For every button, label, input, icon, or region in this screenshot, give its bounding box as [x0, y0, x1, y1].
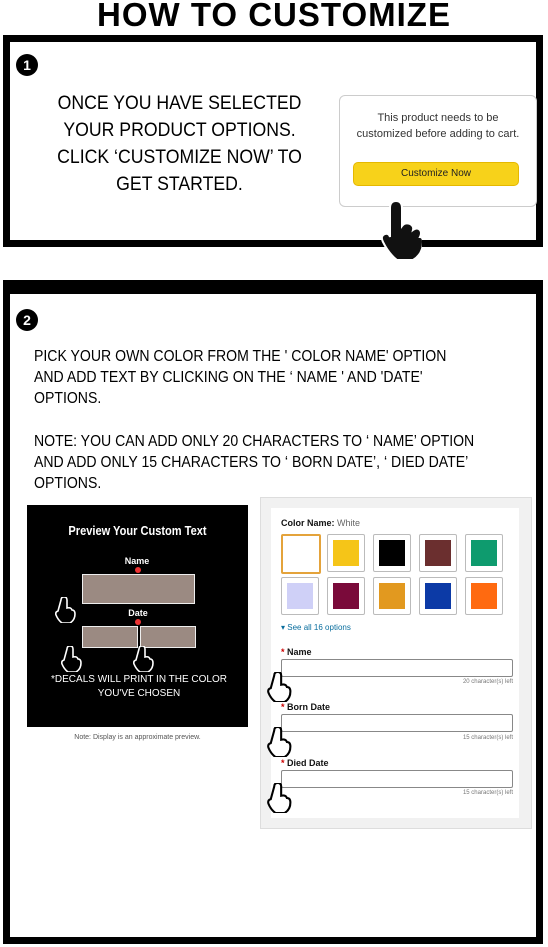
step-2-instruction: PICK YOUR OWN COLOR FROM THE ' COLOR NAME' OPTION AND ADD TEXT BY CLICKING ON THE ‘ NAME ' AND 'DATE' OPTIONS. [34, 348, 447, 407]
pointing-hand-icon [266, 727, 294, 757]
color-swatch[interactable] [419, 577, 457, 615]
born-date-character-count: 15 character(s) left [462, 735, 513, 741]
color-swatch[interactable] [373, 577, 411, 615]
name-input[interactable] [281, 659, 513, 677]
page-title: HOW TO CUSTOMIZE [97, 0, 451, 33]
swatch-fill [379, 583, 405, 609]
color-swatch[interactable] [419, 534, 457, 572]
swatch-fill [425, 540, 451, 566]
name-character-count: 20 character(s) left [462, 679, 513, 685]
preview-title: Preview Your Custom Text [68, 523, 207, 538]
pointing-hand-icon [55, 597, 77, 623]
pointing-hand-icon [266, 783, 294, 813]
swatch-fill [471, 540, 497, 566]
died-label-text: Died Date [287, 758, 329, 768]
preview-date-label: Date [128, 608, 148, 618]
customization-form [260, 497, 532, 829]
swatch-fill [333, 540, 359, 566]
swatch-fill [333, 583, 359, 609]
preview-name-box [82, 574, 195, 604]
born-label-text: Born Date [287, 702, 331, 712]
character-limit-note: NOTE: YOU CAN ADD ONLY 20 CHARACTERS TO ‘ NAME’ OPTION AND ADD ONLY 15 CHARACTERS TO ‘ BORN DATE’, ‘ DIED DATE’ OPTIONS. [34, 433, 475, 492]
decal-color-note: *DECALS WILL PRINT IN THE COLOR YOU'VE CHOSEN [51, 674, 227, 699]
color-swatch[interactable] [281, 534, 321, 574]
chevron-down-icon: ▾ [281, 623, 288, 632]
swatch-fill [379, 540, 405, 566]
color-swatch[interactable] [327, 534, 365, 572]
color-label-text: Color Name: [281, 518, 335, 528]
step-2-panel [3, 280, 543, 944]
pin-icon [135, 619, 141, 625]
see-all-label: See all 16 options [287, 623, 351, 632]
name-field-label [281, 647, 312, 657]
pointing-hand-icon [133, 646, 155, 672]
step-number-badge: 1 [16, 54, 38, 76]
pointing-hand-icon [266, 672, 294, 702]
text-preview-panel [27, 505, 248, 727]
died-date-input[interactable] [281, 770, 513, 788]
pointing-hand-icon [61, 646, 83, 672]
step-1-panel [3, 35, 543, 247]
see-all-options-link[interactable] [281, 623, 351, 632]
preview-name-label: Name [124, 556, 150, 566]
required-marker: * [281, 647, 285, 657]
step-number-badge: 2 [16, 309, 38, 331]
required-marker: * [281, 758, 285, 768]
color-swatch[interactable] [327, 577, 365, 615]
name-label-text: Name [287, 647, 312, 657]
customize-now-button[interactable]: Customize Now [353, 162, 519, 186]
customize-card [339, 95, 537, 207]
born-date-input[interactable] [281, 714, 513, 732]
pin-icon [135, 567, 141, 573]
color-swatch[interactable] [373, 534, 411, 572]
customize-message: This product needs to be customized before adding to cart. [356, 112, 520, 140]
preview-caption: Note: Display is an approximate preview. [74, 734, 201, 741]
born-date-field-label [281, 702, 330, 712]
preview-died-date-box [140, 626, 196, 648]
color-name-label [281, 518, 360, 528]
color-swatch[interactable] [465, 577, 503, 615]
form-card [271, 508, 519, 818]
swatch-fill [287, 583, 313, 609]
swatch-fill [425, 583, 451, 609]
step-1-instruction: ONCE YOU HAVE SELECTED YOUR PRODUCT OPTIONS. CLICK ‘CUSTOMIZE NOW’ TO GET STARTED. [57, 93, 302, 195]
died-date-character-count: 15 character(s) left [462, 790, 513, 796]
selected-color-value: White [337, 518, 361, 528]
preview-born-date-box [82, 626, 138, 648]
swatch-fill [288, 541, 314, 567]
color-swatch[interactable] [281, 577, 319, 615]
died-date-field-label [281, 758, 329, 768]
required-marker: * [281, 702, 285, 712]
color-swatch[interactable] [465, 534, 503, 572]
pointing-hand-icon [376, 200, 422, 260]
swatch-fill [471, 583, 497, 609]
